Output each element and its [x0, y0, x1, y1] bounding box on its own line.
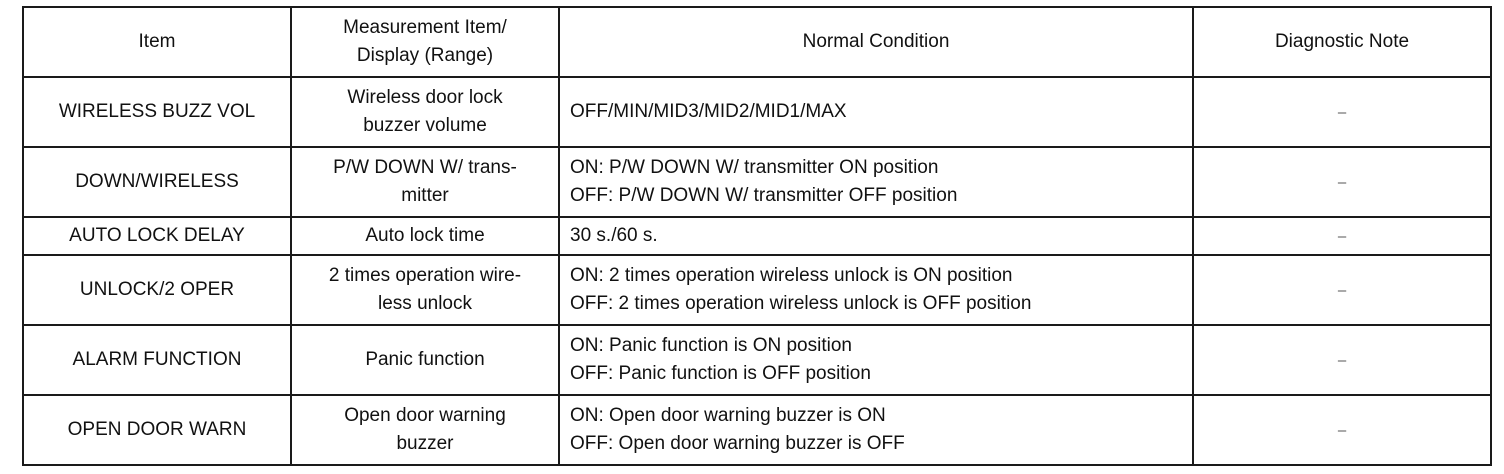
header-diagnostic-note: Diagnostic Note — [1193, 7, 1491, 77]
normal-condition-cell — [559, 255, 1193, 325]
normal-condition-cell — [559, 217, 1193, 255]
measurement-cell — [291, 77, 559, 147]
measurement-line: buzzer — [396, 433, 454, 454]
header-normal-condition: Normal Condition — [559, 7, 1193, 77]
table-row — [23, 77, 1491, 147]
diagnostic-note-cell — [1193, 255, 1491, 325]
normal-condition-cell — [559, 147, 1193, 217]
table-row — [23, 325, 1491, 395]
normal-condition-cell — [559, 77, 1193, 147]
measurement-cell — [291, 147, 559, 217]
measurement-line: Wireless door lock — [347, 87, 503, 108]
measurement-line: P/W DOWN W/ trans- — [333, 157, 517, 178]
diagnostic-note-value: – — [1337, 351, 1347, 369]
measurement-line: Panic function — [365, 349, 485, 370]
normal-condition-line: ON: Open door warning buzzer is ON — [570, 405, 886, 426]
normal-condition-line: ON: P/W DOWN W/ transmitter ON position — [570, 157, 939, 178]
measurement-line: Open door warning — [344, 405, 506, 426]
normal-condition-line: OFF: Open door warning buzzer is OFF — [570, 433, 905, 454]
diagnostic-note-cell — [1193, 325, 1491, 395]
diagnostic-note-cell — [1193, 395, 1491, 465]
diagnostic-note-value: – — [1337, 281, 1347, 299]
measurement-line: Auto lock time — [365, 225, 485, 246]
item-cell: AUTO LOCK DELAY — [23, 217, 291, 255]
diagnostic-note-value: – — [1337, 421, 1347, 439]
normal-condition-line: ON: 2 times operation wireless unlock is ON position — [570, 265, 1013, 286]
measurement-line: buzzer volume — [363, 115, 487, 136]
normal-condition-cell — [559, 395, 1193, 465]
normal-condition-line: OFF: 2 times operation wireless unlock is OFF position — [570, 293, 1032, 314]
table-row — [23, 147, 1491, 217]
measurement-cell — [291, 325, 559, 395]
normal-condition-line: OFF: Panic function is OFF position — [570, 363, 871, 384]
table-row — [23, 217, 1491, 255]
measurement-cell — [291, 255, 559, 325]
measurement-cell — [291, 217, 559, 255]
header-measurement-line: Measurement Item/ — [343, 17, 507, 38]
diagnostic-note-value: – — [1337, 103, 1347, 121]
diagnostic-note-value: – — [1337, 227, 1347, 245]
table-body — [23, 77, 1491, 465]
header-measurement-line: Display (Range) — [356, 45, 494, 66]
diagnostic-note-value: – — [1337, 173, 1347, 191]
normal-condition-line: 30 s./60 s. — [570, 225, 658, 246]
normal-condition-line: OFF/MIN/MID3/MID2/MID1/MAX — [570, 101, 847, 122]
item-cell: DOWN/WIRELESS — [23, 147, 291, 217]
item-cell: UNLOCK/2 OPER — [23, 255, 291, 325]
diagnostic-note-cell — [1193, 147, 1491, 217]
header-item: Item — [23, 7, 291, 77]
table-row — [23, 395, 1491, 465]
normal-condition-line: ON: Panic function is ON position — [570, 335, 852, 356]
measurement-line: less unlock — [378, 293, 472, 314]
diagnostic-table — [22, 6, 1492, 466]
measurement-line: mitter — [401, 185, 449, 206]
measurement-line: 2 times operation wire- — [328, 265, 522, 286]
diagnostic-note-cell — [1193, 77, 1491, 147]
item-cell: ALARM FUNCTION — [23, 325, 291, 395]
normal-condition-cell — [559, 325, 1193, 395]
measurement-cell — [291, 395, 559, 465]
diagnostic-note-cell — [1193, 217, 1491, 255]
item-cell: OPEN DOOR WARN — [23, 395, 291, 465]
header-measurement — [291, 7, 559, 77]
table-row — [23, 255, 1491, 325]
item-cell: WIRELESS BUZZ VOL — [23, 77, 291, 147]
normal-condition-line: OFF: P/W DOWN W/ transmitter OFF position — [570, 185, 958, 206]
header-row — [23, 7, 1491, 77]
